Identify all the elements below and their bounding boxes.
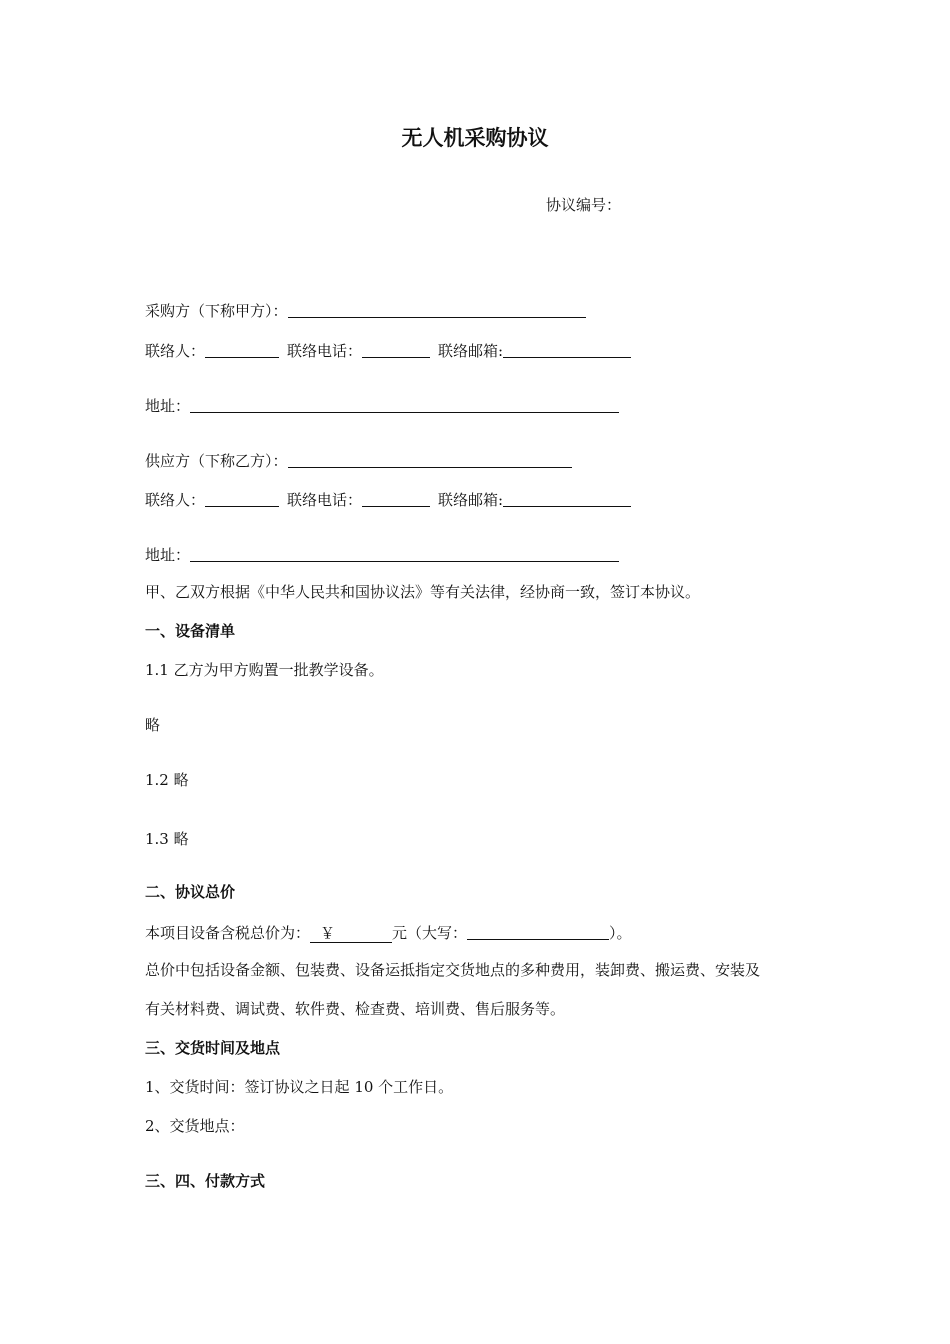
price-suffix: ）。 [609, 924, 632, 942]
price-unit: 元（大写： [392, 924, 468, 942]
party-a-address-label: 地址： [145, 397, 191, 415]
party-b-address-label: 地址： [145, 546, 191, 564]
document-title: 无人机采购协议 [401, 126, 549, 150]
price-in-words-field[interactable] [467, 923, 609, 940]
price-amount-field[interactable] [310, 924, 392, 943]
party-a-contact-field[interactable] [205, 341, 279, 358]
party-b-contact-field[interactable] [205, 490, 279, 507]
party-a-phone-label: 联络电话： [287, 342, 363, 360]
intro-paragraph: 甲、乙双方根据《中华人民共和国协议法》等有关法律，经协商一致，签订本协议。 [145, 583, 701, 601]
section-1-item-1: 1.1 乙方为甲方购置一批教学设备。 [145, 661, 384, 679]
section-1-item-2: 1.2 略 [145, 771, 189, 789]
delivery-time: 1、交货时间：签订协议之日起 10 个工作日。 [145, 1078, 454, 1096]
party-b-address-field[interactable] [190, 545, 619, 562]
party-a-name-field[interactable] [288, 301, 586, 318]
section-1-heading: 一、设备清单 [145, 622, 236, 640]
delivery-place: 2、交货地点： [145, 1117, 245, 1135]
section-4-heading: 三、四、付款方式 [145, 1172, 266, 1190]
party-a-email-label: 联络邮箱: [438, 342, 504, 360]
price-prefix: 本项目设备含税总价为： [145, 924, 311, 942]
section-2-heading: 二、协议总价 [145, 883, 236, 901]
party-a-phone-field[interactable] [362, 341, 430, 358]
party-a-contact-row [145, 339, 631, 361]
party-b-name-field[interactable] [288, 451, 572, 468]
section-1-omitted: 略 [145, 716, 161, 734]
party-b-address-row [145, 543, 619, 565]
party-b-contact-row [145, 488, 631, 510]
price-note-line-1: 总价中包括设备金额、包装费、设备运抵指定交货地点的多种费用，装卸费、搬运费、安装及 [145, 961, 761, 979]
party-b-contact-label: 联络人： [145, 491, 206, 509]
section-1-item-3: 1.3 略 [145, 830, 189, 848]
party-b-row [145, 449, 572, 471]
party-a-address-field[interactable] [190, 396, 619, 413]
party-a-address-row [145, 394, 619, 416]
party-a-email-field[interactable] [503, 341, 631, 358]
party-b-phone-field[interactable] [362, 490, 430, 507]
price-note-line-2: 有关材料费、调试费、软件费、检查费、培训费、售后服务等。 [145, 1000, 566, 1018]
party-b-email-label: 联络邮箱: [438, 491, 504, 509]
yen-symbol: ￥ [320, 924, 336, 942]
party-b-phone-label: 联络电话： [287, 491, 363, 509]
agreement-number-label: 协议编号： [546, 196, 622, 214]
party-a-row [145, 299, 586, 321]
party-a-contact-label: 联络人： [145, 342, 206, 360]
party-b-label: 供应方（下称乙方）： [145, 452, 288, 470]
party-a-label: 采购方（下称甲方）： [145, 302, 288, 320]
section-3-heading: 三、交货时间及地点 [145, 1039, 281, 1057]
party-b-email-field[interactable] [503, 490, 631, 507]
total-price-row [145, 921, 632, 943]
